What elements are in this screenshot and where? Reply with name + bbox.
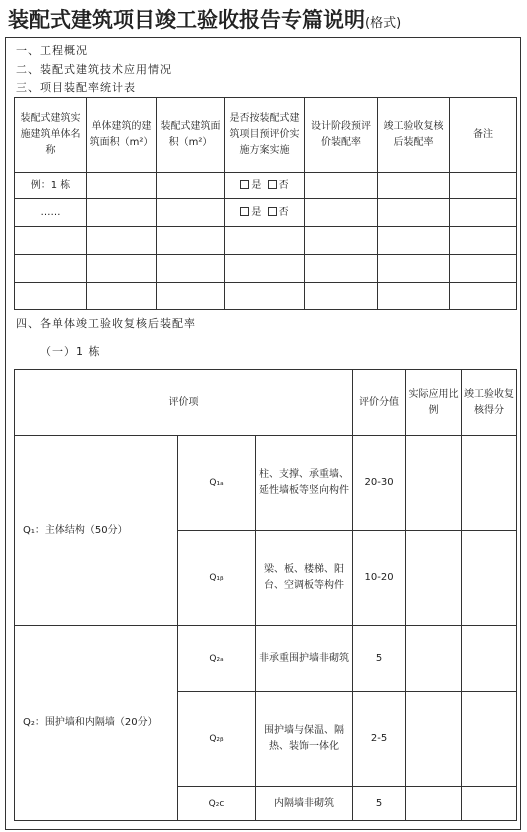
q2b-review-cell[interactable]: [462, 692, 517, 787]
checkbox-no[interactable]: [268, 207, 277, 216]
t1-cell[interactable]: [305, 255, 378, 283]
q1a-ratio-cell[interactable]: [406, 436, 462, 531]
t1-header-remarks: 备注: [450, 98, 517, 173]
t1-cell[interactable]: [15, 227, 87, 255]
q2b-code: Q₂ᵦ: [178, 692, 256, 787]
q1b-code: Q₁ᵦ: [178, 531, 256, 626]
q1b-desc: 梁、板、楼梯、阳台、空调板等构件: [256, 531, 353, 626]
no-label: 否: [278, 179, 289, 191]
q1a-desc: 柱、支撑、承重墙、延性墙板等竖向构件: [256, 436, 353, 531]
t1-cell[interactable]: [87, 227, 157, 255]
t1-row2-checkbox-group: [225, 199, 305, 227]
t1-cell[interactable]: [87, 255, 157, 283]
t1-cell[interactable]: [450, 227, 517, 255]
q2a-ratio-cell[interactable]: [406, 626, 462, 692]
t1-header-building: 装配式建筑实施建筑单体名称: [15, 98, 87, 173]
t1-cell[interactable]: [87, 199, 157, 227]
t1-cell[interactable]: [15, 255, 87, 283]
t1-header-design-rate: 设计阶段预评价装配率: [305, 98, 378, 173]
t1-header-per-plan: 是否按装配式建筑项目预评价实施方案实施: [225, 98, 305, 173]
q2a-review-cell[interactable]: [462, 626, 517, 692]
q1b-ratio-cell[interactable]: [406, 531, 462, 626]
q2c-review-cell[interactable]: [462, 787, 517, 821]
table1-header-row: [15, 98, 517, 173]
t1-cell[interactable]: [157, 199, 225, 227]
evaluation-score-table: [14, 369, 517, 821]
table-row: [15, 227, 517, 255]
section-4-heading: 四、各单体竣工验收复核后装配率: [16, 317, 196, 330]
q2b-desc: 围护墙与保温、隔热、装饰一体化: [256, 692, 353, 787]
q2c-code: Q₂c: [178, 787, 256, 821]
table-row: [15, 173, 517, 199]
q2c-score: 5: [353, 787, 406, 821]
t1-cell[interactable]: [305, 227, 378, 255]
t1-cell[interactable]: [225, 283, 305, 310]
group-q2-label: Q₂：围护墙和内隔墙（20分）: [15, 626, 178, 821]
q2a-score: 5: [353, 626, 406, 692]
t2-header-ratio: 实际应用比例: [406, 370, 462, 436]
title-main: 装配式建筑项目竣工验收报告专篇说明: [8, 8, 365, 32]
t1-cell[interactable]: [225, 255, 305, 283]
t1-cell[interactable]: [225, 227, 305, 255]
t1-cell[interactable]: [157, 227, 225, 255]
t2-header-review: 竣工验收复核得分: [462, 370, 517, 436]
table-row: [15, 199, 517, 227]
q1a-score: 20-30: [353, 436, 406, 531]
t1-cell[interactable]: [87, 283, 157, 310]
t1-cell[interactable]: [378, 255, 450, 283]
table-row: [15, 436, 517, 531]
t1-cell[interactable]: [157, 173, 225, 199]
q1b-score: 10-20: [353, 531, 406, 626]
table-row: [15, 283, 517, 310]
checkbox-yes[interactable]: [240, 207, 249, 216]
t1-cell[interactable]: [157, 255, 225, 283]
t1-row1-name: 例：1 栋: [15, 173, 87, 199]
table-row: [15, 626, 517, 692]
table-row: [15, 255, 517, 283]
q1b-review-cell[interactable]: [462, 531, 517, 626]
q2c-ratio-cell[interactable]: [406, 787, 462, 821]
t1-header-prefab-area: 装配式建筑面积（m²）: [157, 98, 225, 173]
t1-cell[interactable]: [305, 173, 378, 199]
checkbox-no[interactable]: [268, 180, 277, 189]
t1-cell[interactable]: [450, 283, 517, 310]
t1-cell[interactable]: [450, 255, 517, 283]
q1a-code: Q₁ₐ: [178, 436, 256, 531]
t2-header-score: 评价分值: [353, 370, 406, 436]
subsection-building-1: （一）1 栋: [40, 345, 101, 358]
t1-row2-name: ……: [15, 199, 87, 227]
t1-cell[interactable]: [378, 199, 450, 227]
t1-cell[interactable]: [15, 283, 87, 310]
t1-row1-checkbox-group: [225, 173, 305, 199]
q2a-desc: 非承重围护墙非砌筑: [256, 626, 353, 692]
no-label: 否: [278, 206, 289, 218]
table2-header-row: [15, 370, 517, 436]
t1-cell[interactable]: [305, 199, 378, 227]
section-1-heading: 一、工程概况: [16, 44, 88, 57]
q2b-score: 2-5: [353, 692, 406, 787]
yes-label: 是: [251, 206, 262, 218]
assembly-rate-statistics-table: [14, 97, 517, 310]
checkbox-yes[interactable]: [240, 180, 249, 189]
t1-cell[interactable]: [87, 173, 157, 199]
t1-header-area: 单体建筑的建筑面积（m²）: [87, 98, 157, 173]
q2c-desc: 内隔墙非砌筑: [256, 787, 353, 821]
t1-cell[interactable]: [305, 283, 378, 310]
q1a-review-cell[interactable]: [462, 436, 517, 531]
section-2-heading: 二、装配式建筑技术应用情况: [16, 63, 172, 76]
page-title: [8, 4, 401, 34]
t1-cell[interactable]: [450, 199, 517, 227]
q2a-code: Q₂ₐ: [178, 626, 256, 692]
t1-cell[interactable]: [378, 283, 450, 310]
t1-cell[interactable]: [378, 173, 450, 199]
section-3-heading: 三、项目装配率统计表: [16, 81, 136, 94]
t2-header-item: 评价项: [15, 370, 353, 436]
t1-cell[interactable]: [450, 173, 517, 199]
title-suffix: (格式): [365, 16, 402, 31]
t1-cell[interactable]: [378, 227, 450, 255]
t1-header-review-rate: 竣工验收复核后装配率: [378, 98, 450, 173]
yes-label: 是: [251, 179, 262, 191]
t1-cell[interactable]: [157, 283, 225, 310]
group-q1-label: Q₁：主体结构（50分）: [15, 436, 178, 626]
q2b-ratio-cell[interactable]: [406, 692, 462, 787]
